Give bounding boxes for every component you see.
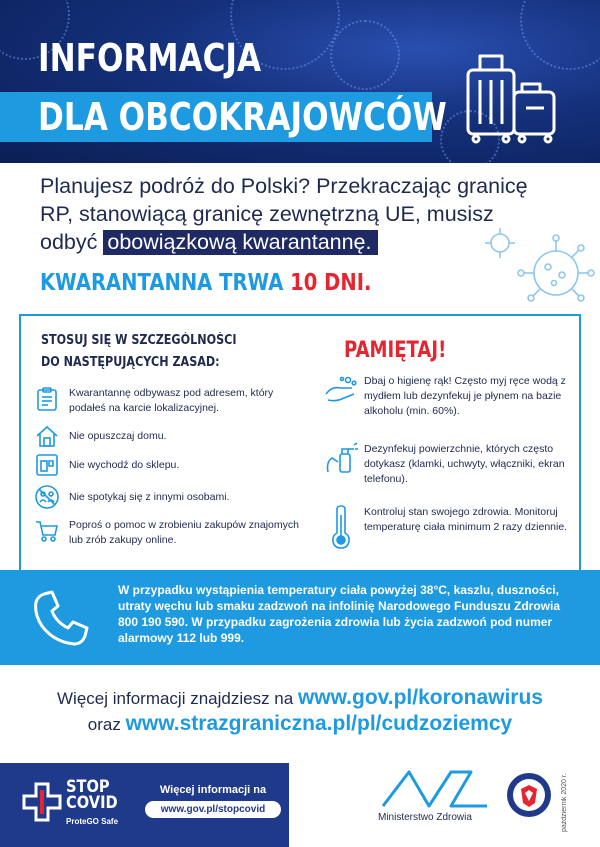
stop-covid-info-label: Więcej informacji na	[159, 784, 267, 796]
rule-text: Poproś o pomoc w zrobieniu zakupów znajomych lub zrób zakupy online.	[69, 519, 299, 546]
intro-text	[40, 172, 540, 256]
stop-covid-line-2: COVID	[66, 793, 118, 813]
rule-text: Kwarantannę odbywasz pod adresem, który podałeś na karcie lokalizacyjnej.	[69, 387, 274, 414]
stop-covid-subtitle: ProteGO Safe	[66, 817, 119, 826]
intro-text-main: Planujesz podróż do Polski? Przekraczając granicę RP, stanowiącą granicę zewnętrzną UE, musisz odbyć	[40, 174, 528, 254]
rule-item	[34, 423, 309, 449]
rule-item	[34, 484, 309, 510]
title-line-2: DLA OBCOKRAJOWCÓW	[38, 95, 447, 139]
tip-item	[324, 505, 569, 549]
quarantine-duration	[40, 270, 371, 296]
more-info-prefix: Więcej informacji znajdziesz na	[57, 689, 298, 708]
tip-text: Kontroluj stan swojego zdrowia. Monitoruj temperaturę ciała minimum 2 razy dziennie.	[364, 506, 568, 533]
more-info-line-2	[0, 712, 600, 736]
remember-heading: PAMIĘTAJ!	[344, 338, 447, 363]
ministry-label: Ministerstwo Zdrowia	[378, 812, 472, 823]
link-koronawirus[interactable]: www.gov.pl/koronawirus	[297, 686, 543, 709]
quarantine-text: KWARANTANNA TRWA	[40, 270, 291, 296]
rule-text: Nie spotykaj się z innymi osobami.	[69, 491, 230, 503]
quarantine-days: 10 DNI.	[290, 270, 372, 296]
stop-covid-line-1: STOP	[66, 777, 110, 797]
print-date-note: październik 2020 r.	[561, 773, 568, 832]
rules-heading	[41, 330, 237, 374]
sanitary-inspection-seal-icon	[505, 771, 553, 819]
rules-heading-line-2: DO NASTĘPUJĄCYCH ZASAD:	[41, 355, 220, 370]
link-strazgraniczna[interactable]: www.strazgraniczna.pl/pl/cudzoziemcy	[125, 712, 513, 735]
rule-text: Nie opuszczaj domu.	[69, 430, 167, 442]
phone-icon	[30, 588, 92, 650]
thermometer-icon	[324, 505, 358, 549]
tip-item	[324, 374, 569, 419]
title-line-1: INFORMACJA	[38, 36, 262, 80]
more-info-prefix-2: oraz	[87, 715, 126, 734]
rule-text: Nie wychodź do sklepu.	[69, 459, 180, 471]
stop-covid-link[interactable]: www.gov.pl/stopcovid	[145, 801, 281, 818]
more-info-line-1	[0, 686, 600, 710]
tip-text: Dezynfekuj powierzchnie, których często dotykasz (klamki, uchwyty, włączniki, ekran telefonu).	[364, 443, 565, 485]
stop-covid-logo-text	[66, 779, 118, 811]
rules-heading-line-1: STOSUJ SIĘ W SZCZEGÓLNOŚCI	[41, 333, 237, 348]
tip-text: Dbaj o higienę rąk! Często myj ręce wodą z mydłem lub dezynfekuj je płynem na bazie alkoholu (min. 60%).	[364, 375, 566, 417]
no-meeting-icon	[34, 484, 60, 510]
tip-item	[324, 442, 569, 487]
shop-icon	[34, 452, 60, 478]
intro-highlight: obowiązkową kwarantannę.	[103, 230, 377, 255]
ministry-logo-icon	[379, 766, 491, 810]
house-icon	[34, 423, 60, 449]
stop-covid-cross-icon	[22, 782, 62, 822]
rule-item	[34, 452, 309, 478]
rule-item	[34, 518, 309, 548]
clipboard-icon	[34, 386, 60, 412]
luggage-icon	[462, 52, 562, 144]
disinfect-spray-icon	[324, 442, 358, 476]
shopping-cart-icon	[34, 518, 60, 544]
virus-decoration-icon	[478, 215, 598, 310]
handwash-icon	[324, 374, 358, 404]
warning-text: W przypadku wystąpienia temperatury ciała powyżej 38°C, kaszlu, duszności, utraty węchu lub smaku zadzwoń na infolinię Narodowego Funduszu Zdrowia 800 190 590. W przypadku zagrożenia zdrowia lub życia zadzwoń pod numer alarmowy 112 lub 999.	[118, 583, 561, 645]
rule-item	[34, 386, 309, 416]
